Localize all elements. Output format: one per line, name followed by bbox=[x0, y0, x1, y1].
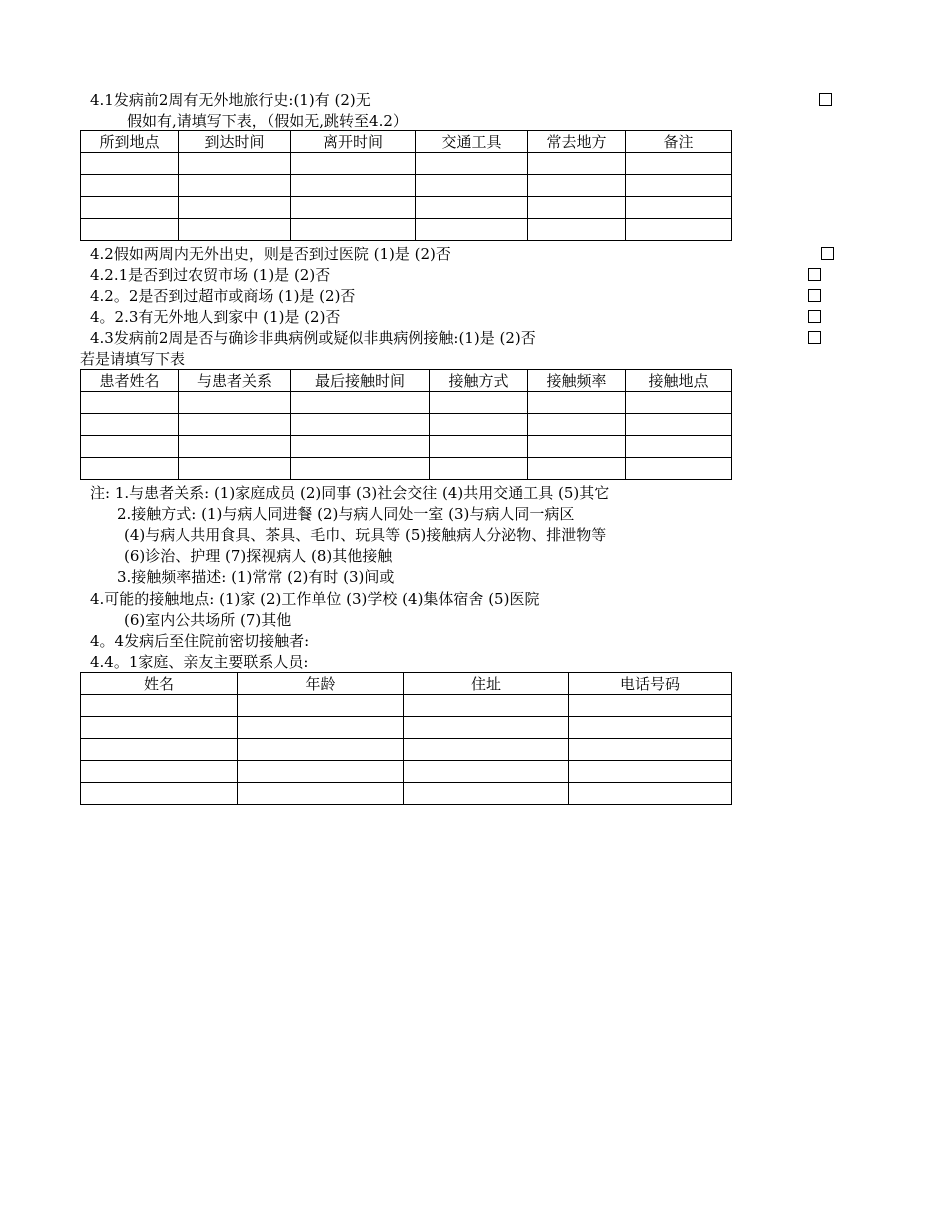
table-cell[interactable] bbox=[626, 392, 732, 414]
question-4-2: 4.2假如两周内无外出史，则是否到过医院 (1)是 (2)否 bbox=[90, 245, 451, 263]
question-4-2-1: 4.2.1是否到过农贸市场 (1)是 (2)否 bbox=[90, 266, 331, 284]
table-cell[interactable] bbox=[528, 436, 626, 458]
table-cell[interactable] bbox=[291, 436, 430, 458]
column-header: 交通工具 bbox=[416, 131, 528, 153]
column-header: 常去地方 bbox=[528, 131, 626, 153]
table-row bbox=[81, 739, 732, 761]
table-cell[interactable] bbox=[81, 458, 179, 480]
table-cell[interactable] bbox=[404, 783, 569, 805]
column-header: 患者姓名 bbox=[81, 370, 179, 392]
table-cell[interactable] bbox=[291, 219, 416, 241]
column-header: 最后接触时间 bbox=[291, 370, 430, 392]
column-header: 到达时间 bbox=[179, 131, 291, 153]
note-contact-location-cont: (6)室内公共场所 (7)其他 bbox=[124, 611, 292, 629]
column-header: 离开时间 bbox=[291, 131, 416, 153]
table-cell[interactable] bbox=[179, 414, 291, 436]
table-cell[interactable] bbox=[404, 761, 569, 783]
table-cell[interactable] bbox=[626, 414, 732, 436]
table-row bbox=[81, 219, 732, 241]
table-cell[interactable] bbox=[179, 458, 291, 480]
table-cell[interactable] bbox=[179, 175, 291, 197]
table-cell[interactable] bbox=[528, 458, 626, 480]
table-cell[interactable] bbox=[626, 175, 732, 197]
table-header-row bbox=[81, 673, 732, 695]
table-cell[interactable] bbox=[430, 458, 528, 480]
table-cell[interactable] bbox=[81, 761, 238, 783]
table-cell[interactable] bbox=[291, 458, 430, 480]
contact-history-table bbox=[80, 369, 732, 480]
column-header: 所到地点 bbox=[81, 131, 179, 153]
question-4-1: 4.1发病前2周有无外地旅行史:(1)有 (2)无 bbox=[90, 91, 371, 109]
column-header: 电话号码 bbox=[569, 673, 732, 695]
table-cell[interactable] bbox=[569, 695, 732, 717]
table-cell[interactable] bbox=[528, 219, 626, 241]
table-cell[interactable] bbox=[81, 739, 238, 761]
note-contact-method-cont-1: (4)与病人共用食具、茶具、毛巾、玩具等 (5)接触病人分泌物、排泄物等 bbox=[124, 526, 607, 544]
table-cell[interactable] bbox=[626, 436, 732, 458]
table-cell[interactable] bbox=[404, 717, 569, 739]
table-cell[interactable] bbox=[626, 458, 732, 480]
table-cell[interactable] bbox=[528, 392, 626, 414]
column-header: 备注 bbox=[626, 131, 732, 153]
table-cell[interactable] bbox=[569, 717, 732, 739]
table-cell[interactable] bbox=[81, 695, 238, 717]
note-contact-location: 4.可能的接触地点: (1)家 (2)工作单位 (3)学校 (4)集体宿舍 (5)医院 bbox=[90, 590, 540, 608]
table-cell[interactable] bbox=[528, 197, 626, 219]
question-4-2-3: 4。2.3有无外地人到家中 (1)是 (2)否 bbox=[90, 308, 341, 326]
section-subtitle-4-4-1: 4.4。1家庭、亲友主要联系人员: bbox=[90, 653, 309, 671]
table-cell[interactable] bbox=[179, 153, 291, 175]
note-relationship: 注: 1.与患者关系: (1)家庭成员 (2)同事 (3)社会交往 (4)共用交通工具 (5)其它 bbox=[90, 484, 610, 502]
table-row bbox=[81, 175, 732, 197]
table-row bbox=[81, 761, 732, 783]
travel-history-table bbox=[80, 130, 732, 241]
table-cell[interactable] bbox=[179, 436, 291, 458]
column-header: 接触方式 bbox=[430, 370, 528, 392]
table-cell[interactable] bbox=[81, 392, 179, 414]
table-cell[interactable] bbox=[81, 414, 179, 436]
close-contacts-table bbox=[80, 672, 732, 805]
table-cell[interactable] bbox=[569, 739, 732, 761]
note-contact-method: 2.接触方式: (1)与病人同进餐 (2)与病人同处一室 (3)与病人同一病区 bbox=[117, 505, 575, 523]
table-cell[interactable] bbox=[81, 717, 238, 739]
table-row bbox=[81, 197, 732, 219]
table-row bbox=[81, 436, 732, 458]
table-cell[interactable] bbox=[291, 153, 416, 175]
table-cell[interactable] bbox=[238, 717, 404, 739]
instruction-4-3: 若是请填写下表 bbox=[80, 350, 186, 368]
section-title-4-4: 4。4发病后至住院前密切接触者: bbox=[90, 632, 310, 650]
table-cell[interactable] bbox=[569, 783, 732, 805]
answer-checkbox-4-3[interactable] bbox=[808, 331, 821, 344]
answer-checkbox-4-2-1[interactable] bbox=[808, 268, 821, 281]
column-header: 姓名 bbox=[81, 673, 238, 695]
table-cell[interactable] bbox=[528, 175, 626, 197]
table-cell[interactable] bbox=[81, 153, 179, 175]
table-cell[interactable] bbox=[528, 414, 626, 436]
column-header: 年龄 bbox=[238, 673, 404, 695]
table-row bbox=[81, 783, 732, 805]
table-row bbox=[81, 695, 732, 717]
note-contact-frequency: 3.接触频率描述: (1)常常 (2)有时 (3)间或 bbox=[117, 568, 395, 586]
table-header-row bbox=[81, 131, 732, 153]
table-cell[interactable] bbox=[81, 436, 179, 458]
table-cell[interactable] bbox=[238, 695, 404, 717]
table-cell[interactable] bbox=[81, 783, 238, 805]
table-cell[interactable] bbox=[430, 392, 528, 414]
table-cell[interactable] bbox=[238, 739, 404, 761]
instruction-4-1: 假如有,请填写下表，（假如无,跳转至4.2） bbox=[127, 112, 408, 130]
table-cell[interactable] bbox=[179, 197, 291, 219]
table-cell[interactable] bbox=[416, 219, 528, 241]
table-cell[interactable] bbox=[416, 153, 528, 175]
note-contact-method-cont-2: (6)诊治、护理 (7)探视病人 (8)其他接触 bbox=[124, 547, 393, 565]
question-4-3: 4.3发病前2周是否与确诊非典病例或疑似非典病例接触:(1)是 (2)否 bbox=[90, 329, 536, 347]
table-cell[interactable] bbox=[81, 219, 179, 241]
table-row bbox=[81, 392, 732, 414]
table-cell[interactable] bbox=[404, 695, 569, 717]
answer-checkbox-4-2-3[interactable] bbox=[808, 310, 821, 323]
table-row bbox=[81, 458, 732, 480]
column-header: 住址 bbox=[404, 673, 569, 695]
column-header: 接触地点 bbox=[626, 370, 732, 392]
table-cell[interactable] bbox=[416, 175, 528, 197]
table-row bbox=[81, 414, 732, 436]
table-cell[interactable] bbox=[238, 783, 404, 805]
table-cell[interactable] bbox=[291, 414, 430, 436]
column-header: 与患者关系 bbox=[179, 370, 291, 392]
table-cell[interactable] bbox=[81, 175, 179, 197]
table-row bbox=[81, 717, 732, 739]
table-cell[interactable] bbox=[291, 197, 416, 219]
table-cell[interactable] bbox=[430, 414, 528, 436]
table-cell[interactable] bbox=[528, 153, 626, 175]
table-cell[interactable] bbox=[179, 392, 291, 414]
answer-checkbox-4-2-2[interactable] bbox=[808, 289, 821, 302]
column-header: 接触频率 bbox=[528, 370, 626, 392]
table-cell[interactable] bbox=[626, 219, 732, 241]
table-cell[interactable] bbox=[291, 175, 416, 197]
table-cell[interactable] bbox=[416, 197, 528, 219]
table-cell[interactable] bbox=[430, 436, 528, 458]
table-header-row bbox=[81, 370, 732, 392]
table-cell[interactable] bbox=[81, 197, 179, 219]
table-cell[interactable] bbox=[404, 739, 569, 761]
table-cell[interactable] bbox=[291, 392, 430, 414]
answer-checkbox-4-2[interactable] bbox=[821, 247, 834, 260]
question-4-2-2: 4.2。2是否到过超市或商场 (1)是 (2)否 bbox=[90, 287, 356, 305]
answer-checkbox-4-1[interactable] bbox=[819, 93, 832, 106]
table-cell[interactable] bbox=[569, 761, 732, 783]
table-cell[interactable] bbox=[626, 153, 732, 175]
table-row bbox=[81, 153, 732, 175]
table-cell[interactable] bbox=[238, 761, 404, 783]
table-cell[interactable] bbox=[626, 197, 732, 219]
table-cell[interactable] bbox=[179, 219, 291, 241]
